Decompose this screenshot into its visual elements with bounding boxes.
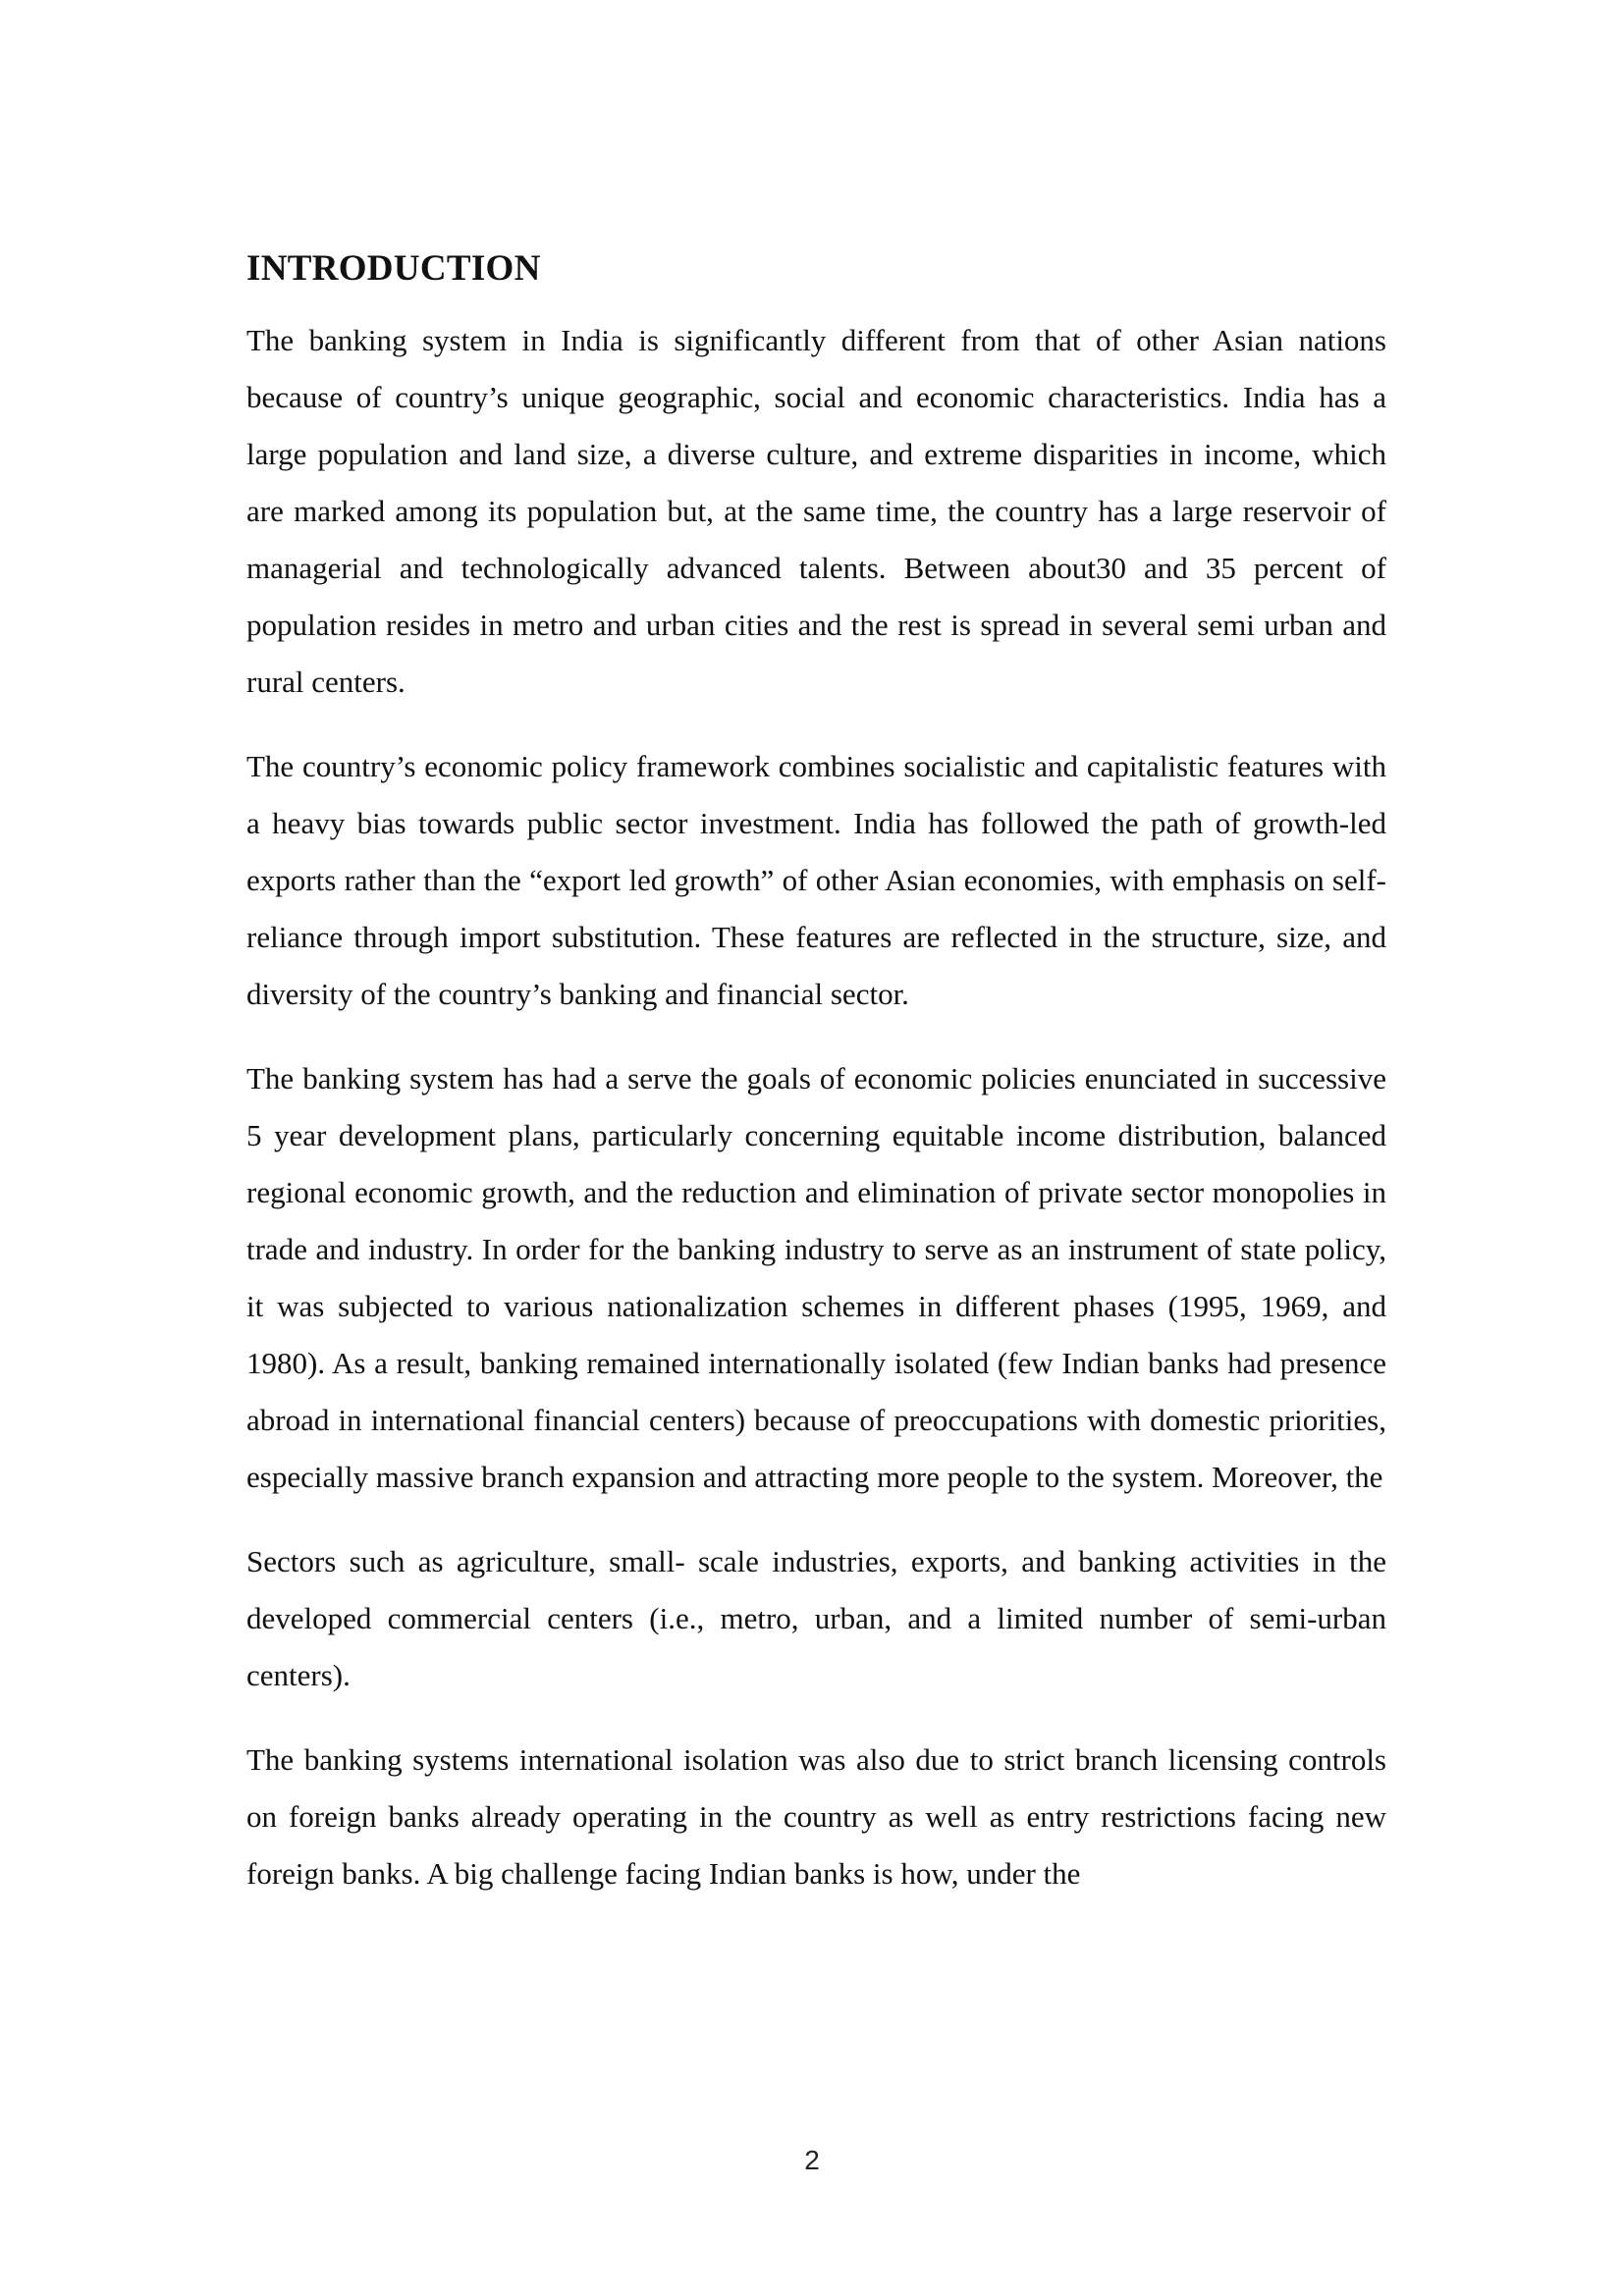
paragraph-2: The country’s economic policy framework combines socialistic and capitalistic features with a heavy bias towards public sector investment. India has followed the path of growth-led exports rather than the “export led growth” of other Asian economies, with emphasis on self- reliance through import substitution. These features are reflected in the structure, size, and diversity of the country’s banking and financial sector.: [246, 749, 1386, 1011]
paragraph-4: Sectors such as agriculture, small- scale industries, exports, and banking activities in the developed commercial centers (i.e., metro, urban, and a limited number of semi-urban centers).: [246, 1544, 1386, 1692]
section-heading: INTRODUCTION: [246, 248, 541, 289]
page-number: 2: [804, 2145, 820, 2175]
paragraph-5: The banking systems international isolation was also due to strict branch licensing controls on foreign banks already operating in the country as well as entry restrictions facing new foreign banks. A big challenge facing Indian banks is how, under the: [246, 1742, 1386, 1891]
page-content: [246, 245, 1386, 1930]
paragraph-1: The banking system in India is significantly different from that of other Asian nations because of country’s unique geographic, social and economic characteristics. India has a large population and land size, a diverse culture, and extreme disparities in income, which are marked among its population but, at the same time, the country has a large reservoir of managerial and technologically advanced talents. Between about30 and 35 percent of population resides in metro and urban cities and the rest is spread in several semi urban and rural centers.: [246, 323, 1386, 699]
paragraph-3: The banking system has had a serve the goals of economic policies enunciated in successive 5 year development plans, particularly concerning equitable income distribution, balanced regional economic growth, and the reduction and elimination of private sector monopolies in trade and industry. In order for the banking industry to serve as an instrument of state policy, it was subjected to various nationalization schemes in different phases (1995, 1969, and 1980). As a result, banking remained internationally isolated (few Indian banks had presence abroad in international financial centers) because of preoccupations with domestic priorities, especially massive branch expansion and attracting more people to the system. Moreover, the: [246, 1061, 1386, 1494]
